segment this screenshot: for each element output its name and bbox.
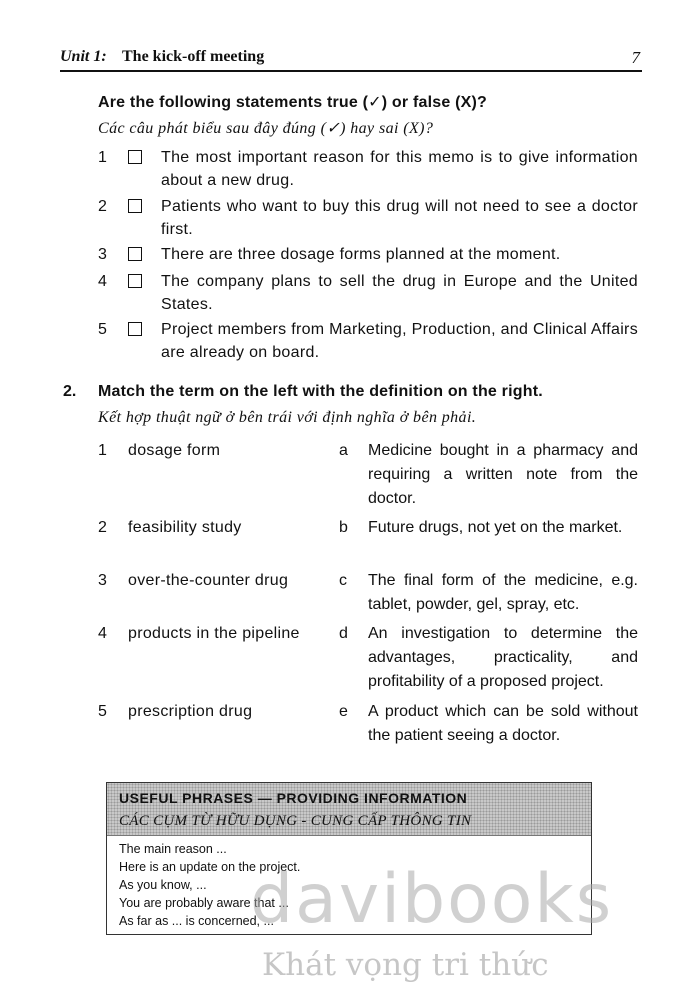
phrase-item: The main reason ... bbox=[119, 842, 227, 856]
phrases-heading-band bbox=[107, 783, 591, 836]
statement-number: 1 bbox=[98, 149, 107, 166]
term: products in the pipeline bbox=[128, 625, 300, 642]
definition: The final form of the medicine, e.g. tablet, powder, gel, spray, etc. bbox=[368, 572, 638, 613]
statement-text: Patients who want to buy this drug will not need to see a doctor first. bbox=[161, 198, 638, 238]
answer-checkbox[interactable] bbox=[128, 199, 142, 213]
definition-letter: b bbox=[339, 519, 348, 536]
page-header bbox=[60, 46, 642, 72]
statement-text: There are three dosage forms planned at the moment. bbox=[161, 246, 561, 263]
exercise2-title: Match the term on the left with the definition on the right. bbox=[98, 383, 543, 400]
definition: A product which can be sold without the patient seeing a doctor. bbox=[368, 703, 638, 744]
statement-number: 4 bbox=[98, 273, 107, 290]
statement-text: Project members from Marketing, Production, and Clinical Affairs are already on board. bbox=[161, 321, 638, 361]
answer-checkbox[interactable] bbox=[128, 322, 142, 336]
answer-checkbox[interactable] bbox=[128, 274, 142, 288]
definition-letter: c bbox=[339, 572, 347, 589]
phrases-heading-vi: CÁC CỤM TỪ HỮU DỤNG - CUNG CẤP THÔNG TIN bbox=[119, 813, 472, 829]
definition-letter: d bbox=[339, 625, 348, 642]
term: over-the-counter drug bbox=[128, 572, 289, 589]
phrase-item: You are probably aware that ... bbox=[119, 896, 289, 910]
term: feasibility study bbox=[128, 519, 242, 536]
term-number: 4 bbox=[98, 625, 107, 642]
definition: Medicine bought in a pharmacy and requiring a written note from the doctor. bbox=[368, 442, 638, 507]
statement-number: 2 bbox=[98, 198, 107, 215]
statement-number: 5 bbox=[98, 321, 107, 338]
chapter-title: The kick-off meeting bbox=[122, 48, 265, 65]
exercise1-title: Are the following statements true (✓) or false (X)? bbox=[98, 94, 487, 111]
term-number: 1 bbox=[98, 442, 107, 459]
answer-checkbox[interactable] bbox=[128, 247, 142, 261]
term: dosage form bbox=[128, 442, 221, 459]
statement-text: The company plans to sell the drug in Europe and the United States. bbox=[161, 273, 638, 313]
watermark-brand: davibooks bbox=[250, 860, 614, 939]
phrase-item: As you know, ... bbox=[119, 878, 207, 892]
definition: Future drugs, not yet on the market. bbox=[368, 519, 623, 536]
definition-letter: a bbox=[339, 442, 348, 459]
exercise2-subtitle: Kết hợp thuật ngữ ở bên trái với định nghĩa ở bên phải. bbox=[98, 409, 477, 426]
phrase-item: Here is an update on the project. bbox=[119, 860, 301, 874]
term: prescription drug bbox=[128, 703, 253, 720]
statement-number: 3 bbox=[98, 246, 107, 263]
term-number: 3 bbox=[98, 572, 107, 589]
definition-letter: e bbox=[339, 703, 348, 720]
unit-label: Unit 1: bbox=[60, 48, 107, 65]
phrases-heading: USEFUL PHRASES — PROVIDING INFORMATION bbox=[119, 790, 468, 806]
page-number: 7 bbox=[631, 48, 640, 67]
definition: An investigation to determine the advantages, practicality, and profitability of a proposed project. bbox=[368, 625, 638, 690]
answer-checkbox[interactable] bbox=[128, 150, 142, 164]
term-number: 2 bbox=[98, 519, 107, 536]
exercise2-number: 2. bbox=[63, 383, 77, 400]
term-number: 5 bbox=[98, 703, 107, 720]
statement-text: The most important reason for this memo is to give information about a new drug. bbox=[161, 149, 638, 189]
watermark-tagline: Khát vọng tri thức bbox=[262, 947, 549, 983]
exercise1-subtitle: Các câu phát biểu sau đây đúng (✓) hay sai (X)? bbox=[98, 120, 434, 137]
phrase-item: As far as ... is concerned, ... bbox=[119, 914, 274, 928]
